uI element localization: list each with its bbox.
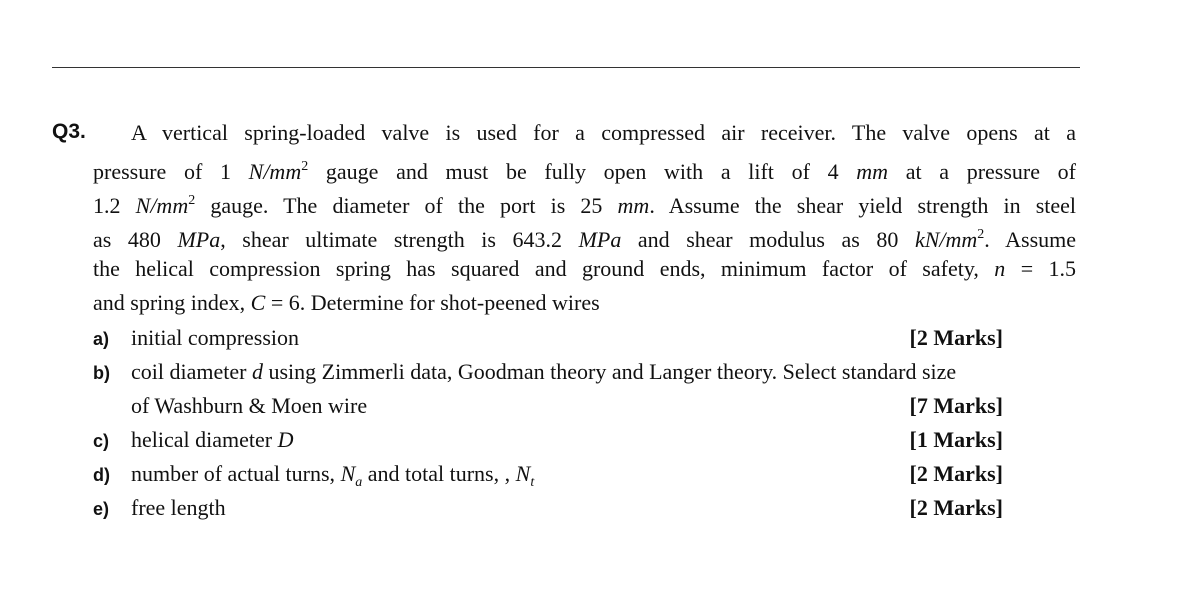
part-e-letter: e) xyxy=(93,499,110,519)
part-c-marks: [1 Marks] xyxy=(909,427,1003,452)
part-b-text: coil diameter d using Zimmerli data, Goodman theory and Langer theory. Select standard size xyxy=(131,359,957,384)
part-c-letter: c) xyxy=(93,431,110,451)
question-line-2: pressure of 1 $N/mm^2$ gauge and must be fully open with a lift of 4 mm at a pressure of xyxy=(93,159,1076,184)
question-line-4: as 480 MPa, shear ultimate strength is 643.2 MPa and shear modulus as 80 $kN/mm^2$. Assume xyxy=(93,227,1077,252)
part-c-text: helical diameter D xyxy=(131,427,294,452)
part-c xyxy=(93,423,1003,457)
part-b-continued xyxy=(93,389,1003,423)
part-b xyxy=(93,355,1076,389)
question-line-3: 1.2 $N/mm^2$ gauge. The diameter of the port is 25 mm. Assume the shear yield strength in steel xyxy=(93,193,1077,218)
part-b-letter: b) xyxy=(93,363,110,383)
part-e-marks: [2 Marks] xyxy=(909,495,1003,520)
part-d-marks: [2 Marks] xyxy=(909,461,1003,486)
part-a-text: initial compression xyxy=(131,325,300,350)
part-d xyxy=(93,457,1003,491)
header-rule xyxy=(52,67,1080,68)
question-number: Q3. xyxy=(52,120,86,143)
part-e xyxy=(93,491,1003,525)
part-a xyxy=(93,321,1003,355)
part-a-letter: a) xyxy=(93,329,110,349)
question-line-5: the helical compression spring has squared and ground ends, minimum factor of safety, n = 1.5 xyxy=(93,256,1076,281)
part-d-text: number of actual turns, $N_a$ and total turns, , $N_t$ xyxy=(131,461,535,490)
part-e-text: free length xyxy=(131,495,226,520)
question-line-1: A vertical spring-loaded valve is used for a compressed air receiver. The valve opens at a xyxy=(131,120,1076,145)
part-d-letter: d) xyxy=(93,465,110,485)
part-b-marks: [7 Marks] xyxy=(909,393,1003,418)
part-b-text-continued: of Washburn & Moen wire xyxy=(131,393,368,418)
part-a-marks: [2 Marks] xyxy=(909,325,1003,350)
question-line-6: and spring index, C = 6. Determine for shot-peened wires xyxy=(93,290,600,315)
